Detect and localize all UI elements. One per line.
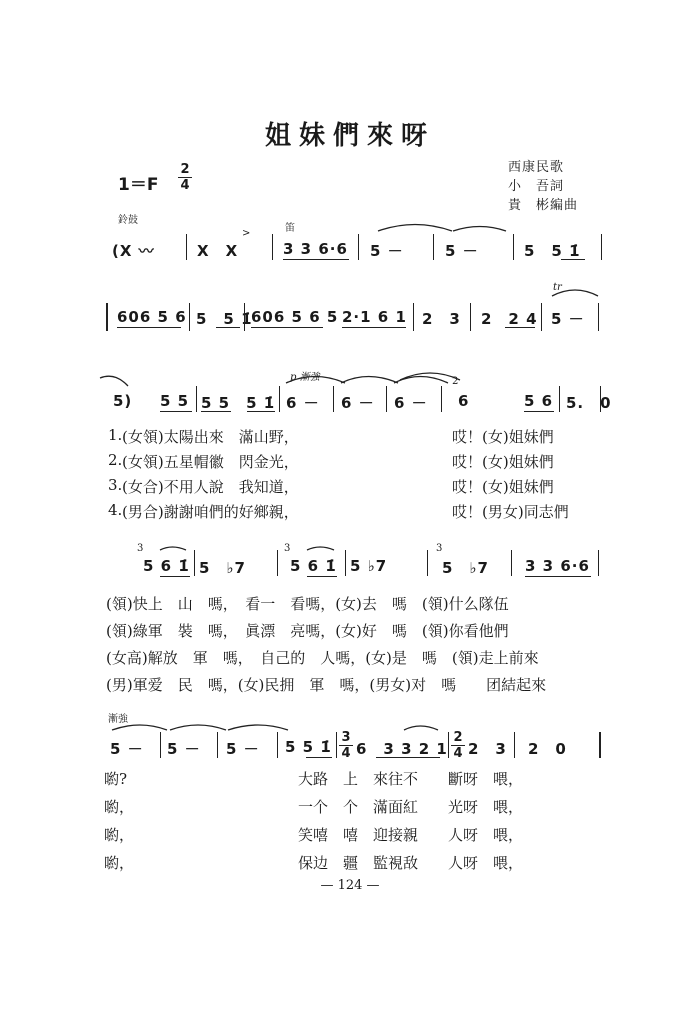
s3-m3: 6 －	[286, 394, 320, 412]
lyric-line: 笑嘻 嘻 迎接親 人呀 喂，	[298, 826, 524, 844]
lyric-line: 喲，	[104, 826, 135, 844]
lyric-line: 哎！(男女)同志們	[452, 503, 569, 521]
s2-m3: 606 5 6 5	[251, 308, 339, 326]
barline	[433, 234, 434, 260]
barline	[513, 234, 514, 260]
barline	[358, 234, 359, 260]
tie-curve	[400, 373, 460, 380]
credit-origin: 西康民歌	[508, 160, 565, 175]
lyric-line: 哎！(女)姐妹們	[452, 478, 554, 496]
s4-m4: 5 ♭7	[350, 557, 388, 575]
beam	[216, 327, 240, 328]
time-signature-change: 2 4	[451, 731, 465, 760]
barline	[336, 732, 337, 758]
lyric-line: 保边 疆 監視敌 人呀 喂，	[298, 854, 524, 872]
s5-m1: 5 －	[110, 740, 144, 758]
tie-curve	[160, 547, 186, 550]
s4-m1: 5 6 1̇	[143, 557, 190, 575]
key-signature: 1＝F	[118, 175, 159, 195]
lyric-line: 喲?	[104, 770, 128, 788]
barline	[559, 386, 560, 412]
barline	[386, 386, 387, 412]
s2-m1: 606 5 6	[117, 308, 187, 326]
s1-m5: 5 －	[445, 242, 479, 260]
tie-curve	[341, 377, 398, 384]
barline	[427, 550, 428, 576]
s3-m7: 5 6	[524, 392, 554, 410]
dynamic-marking: 漸強	[108, 714, 128, 725]
s5-m6: 2 3	[468, 740, 507, 758]
barline	[470, 303, 471, 331]
tie-curve	[453, 227, 506, 232]
beam	[306, 757, 332, 758]
barline	[441, 386, 442, 412]
grace-note: 3	[137, 543, 144, 554]
beam	[201, 411, 231, 412]
lyric-line: 一个 个 滿面紅 光呀 喂，	[298, 798, 524, 816]
lyric-line: (領)綠軍 裝 嗎， 眞漂 亮嗎，(女)好 嗎 (領)你看他們	[106, 622, 509, 640]
barline	[598, 550, 599, 576]
beam	[283, 259, 349, 260]
s5-m7: 2 0	[528, 740, 567, 758]
grace-note: 3	[436, 543, 443, 554]
accent-mark: >	[242, 228, 251, 239]
beam	[247, 411, 275, 412]
s4-m3: 5 6 1̇	[290, 557, 337, 575]
barline	[244, 303, 245, 331]
tie-curve	[170, 725, 226, 730]
time-signature-change: 3 4	[339, 731, 353, 760]
s3-m4: 6 －	[341, 394, 375, 412]
lyric-line: (女合)不用人說 我知道，	[122, 478, 299, 496]
lyric-line: (男合)謝謝咱們的好鄉親，	[122, 503, 299, 521]
s3-m8: 5. 0	[566, 394, 612, 412]
grace-note: 3	[284, 543, 291, 554]
lyric-line: 喲，	[104, 798, 135, 816]
beam	[505, 327, 535, 328]
barline	[541, 303, 542, 331]
s1-m4: 5 －	[370, 242, 404, 260]
s4-m2: 5 ♭7	[199, 559, 246, 577]
barline	[601, 234, 602, 260]
tie-curve	[394, 377, 448, 384]
s1-m6: 5 5 1̇	[524, 242, 581, 260]
beam	[117, 327, 181, 328]
barline	[279, 386, 280, 412]
credit-arranger: 貴 彬編曲	[508, 198, 579, 213]
s3-m2: 5 5 5 1̇	[201, 394, 276, 412]
lyric-line: 喲，	[104, 854, 135, 872]
s4-m6: 3 3 6·6	[525, 557, 590, 575]
s3-m0: 5)	[113, 392, 133, 410]
tie-curve	[378, 225, 452, 232]
trill-mark: tr	[553, 282, 562, 293]
song-title: 姐妹們來呀	[264, 121, 435, 151]
barline	[277, 550, 278, 576]
verse-number: 2.	[108, 451, 123, 469]
tie-curve	[112, 725, 167, 730]
s1-m3: 3 3 6·6	[283, 240, 348, 258]
lyric-line: (女領)太陽出來 滿山野，	[122, 428, 299, 446]
s5-m4: 5 5 1̇	[285, 738, 332, 756]
s2-m7: 5 －	[551, 310, 585, 328]
repeat-barline	[106, 303, 108, 331]
barline	[333, 386, 334, 412]
lyric-line: (男)軍爱 民 嗎，(女)民拥 軍 嗎，(男女)对 嗎 团結起來	[106, 676, 547, 694]
tie-curve	[100, 376, 128, 386]
s2-m4: 2·1 6 1	[342, 308, 407, 326]
time-signature: 2 4	[178, 163, 192, 192]
barline	[217, 732, 218, 758]
barline	[186, 234, 187, 260]
barline	[448, 732, 449, 758]
lyric-line: (女高)解放 軍 嗎， 自己的 人嗎，(女)是 嗎 (領)走上前來	[106, 649, 539, 667]
s5-m2: 5 －	[167, 740, 201, 758]
s5-m3: 5 －	[226, 740, 260, 758]
marking-bell-drum: 鈴鼓	[118, 215, 138, 226]
barline	[277, 732, 278, 758]
beam	[342, 327, 406, 328]
beam	[561, 259, 585, 260]
dynamic-marking: p 漸強	[290, 372, 320, 383]
barline	[413, 303, 414, 331]
lyric-line: 哎！(女)姐妹們	[452, 428, 554, 446]
s3-m5: 6 －	[394, 394, 428, 412]
s4-m5: 5 ♭7	[442, 559, 489, 577]
tie-curve	[307, 547, 334, 550]
barline	[194, 550, 195, 576]
s3-m1: 5 5	[160, 392, 190, 410]
grace-note: 2	[452, 376, 459, 387]
barline	[272, 234, 273, 260]
barline	[598, 303, 599, 331]
lyric-line: 哎！(女)姐妹們	[452, 453, 554, 471]
beam	[524, 411, 554, 412]
s2-m6: 2 2 4	[481, 310, 538, 328]
tie-curve	[404, 726, 438, 730]
barline	[196, 386, 197, 412]
s1-m1: (X 〰	[112, 242, 155, 260]
credit-lyricist: 小 吾詞	[508, 179, 565, 194]
barline	[189, 303, 190, 331]
tie-curve	[228, 725, 288, 730]
barline	[160, 732, 161, 758]
beam	[251, 327, 323, 328]
beam	[307, 576, 337, 577]
s2-m2: 5 5 1̇	[196, 310, 253, 328]
lyric-line: 大路 上 來往不 斷呀 喂，	[298, 770, 524, 788]
lyric-line: (領)快上 山 嗎， 看一 看嗎，(女)去 嗎 (領)什么隊伍	[106, 595, 509, 613]
verse-number: 4.	[108, 501, 123, 519]
marking-flute: 笛	[285, 223, 295, 234]
barline	[514, 732, 515, 758]
page-number: — 124 —	[320, 878, 380, 893]
verse-number: 3.	[108, 476, 123, 494]
verse-number: 1.	[108, 426, 123, 444]
s5-m5: 6 3 3 2 1	[356, 740, 448, 758]
s1-m2: X X	[197, 242, 239, 260]
barline	[600, 386, 601, 412]
beam	[160, 411, 192, 412]
beam	[160, 576, 190, 577]
s3-m6: 6	[458, 392, 470, 410]
barline	[345, 550, 346, 576]
beam	[376, 757, 440, 758]
s2-m5: 2 3	[422, 310, 461, 328]
lyric-line: (女領)五星帽徽 閃金光，	[122, 453, 299, 471]
barline	[511, 550, 512, 576]
final-barline	[599, 732, 601, 758]
beam	[525, 576, 591, 577]
